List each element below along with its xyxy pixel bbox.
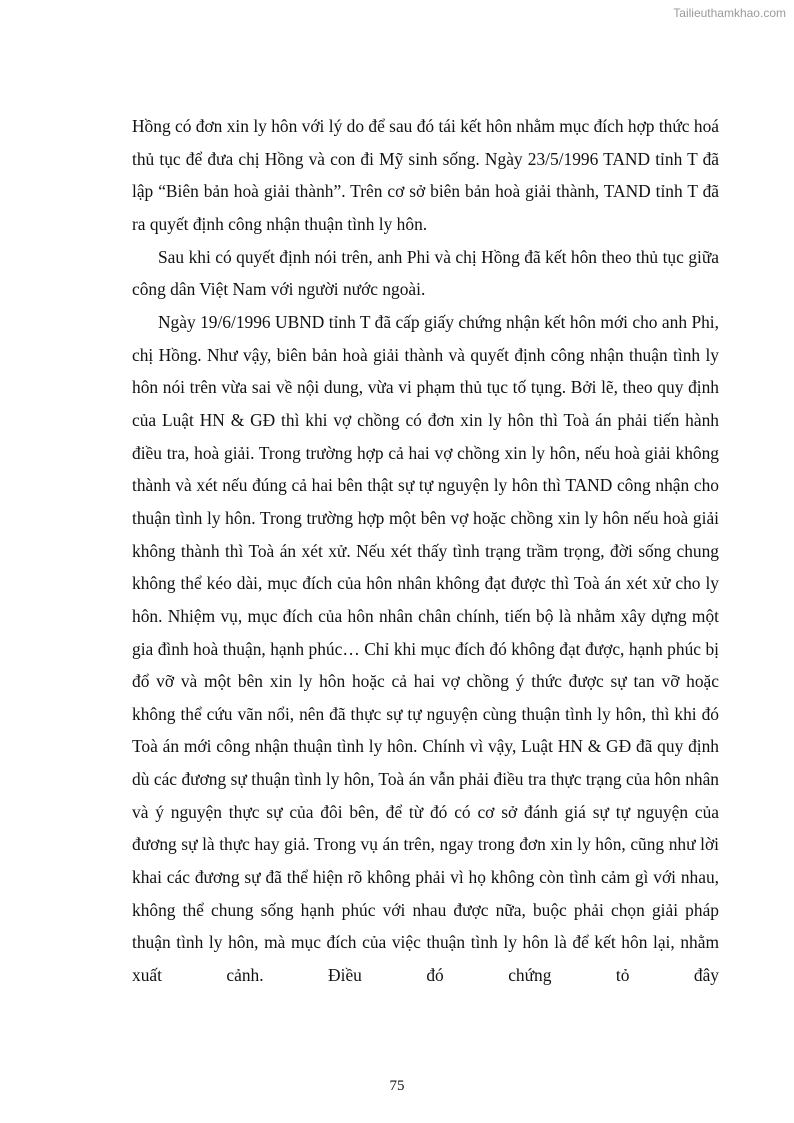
watermark: Tailieuthamkhao.com: [673, 6, 786, 20]
paragraph-3: Ngày 19/6/1996 UBND tỉnh T đã cấp giấy chứng nhận kết hôn mới cho anh Phi, chị Hồng. Như vậy, biên bản hoà giải thành và quyết định công nhận thuận tình ly hôn nói trên vừa sai về nội dung, vừa vi phạm thủ tục tố tụng. Bởi lẽ, theo quy định của Luật HN & GĐ thì khi vợ chồng có đơn xin ly hôn thì Toà án phải tiến hành điều tra, hoà giải. Trong trường hợp cả hai vợ chồng xin ly hôn, nếu hoà giải không thành và xét nếu đúng cả hai bên thật sự tự nguyện ly hôn thì TAND công nhận cho thuận tình ly hôn. Trong trường hợp một bên vợ hoặc chồng xin ly hôn nếu hoà giải không thành thì Toà án xét xử. Nếu xét thấy tình trạng trầm trọng, đời sống chung không thể kéo dài, mục đích của hôn nhân không đạt được thì Toà án xét xử cho ly hôn. Nhiệm vụ, mục đích của hôn nhân chân chính, tiến bộ là nhằm xây dựng một gia đình hoà thuận, hạnh phúc… Chỉ khi mục đích đó không đạt được, hạnh phúc bị đổ vỡ và một bên xin ly hôn hoặc cả hai vợ chồng ý thức được sự tan vỡ hoặc không thể cứu vãn nổi, nên đã thực sự tự nguyện cùng thuận tình ly hôn, thì khi đó Toà án mới công nhận thuận tình ly hôn. Chính vì vậy, Luật HN & GĐ đã quy định dù các đương sự thuận tình ly hôn, Toà án vẫn phải điều tra thực trạng của hôn nhân và ý nguyện thực sự của đôi bên, để từ đó có cơ sở đánh giá sự tự nguyện của đương sự là thực hay giả. Trong vụ án trên, ngay trong đơn xin ly hôn, cũng như lời khai các đương sự đã thể hiện rõ không phải vì họ không còn tình cảm gì với nhau, không thể chung sống hạnh phúc với nhau được nữa, buộc phải chọn giải pháp thuận tình ly hôn, mà mục đích của việc thuận tình ly hôn là để kết hôn lại, nhằm xuất cảnh. Điều đó chứng tỏ đây: [132, 311, 719, 986]
paragraph-1: Hồng có đơn xin ly hôn với lý do để sau đó tái kết hôn nhằm mục đích hợp thức hoá thủ tục để đưa chị Hồng và con đi Mỹ sinh sống. Ngày 23/5/1996 TAND tỉnh T đã lập “Biên bản hoà giải thành”. Trên cơ sở biên bản hoà giải thành, TAND tỉnh T đã ra quyết định công nhận thuận tình ly hôn.: [132, 116, 719, 234]
page-body: [132, 110, 719, 992]
page-number: 75: [389, 1078, 405, 1094]
paragraph-2: Sau khi có quyết định nói trên, anh Phi và chị Hồng đã kết hôn theo thủ tục giữa công dân Việt Nam với người nước ngoài.: [132, 246, 719, 300]
